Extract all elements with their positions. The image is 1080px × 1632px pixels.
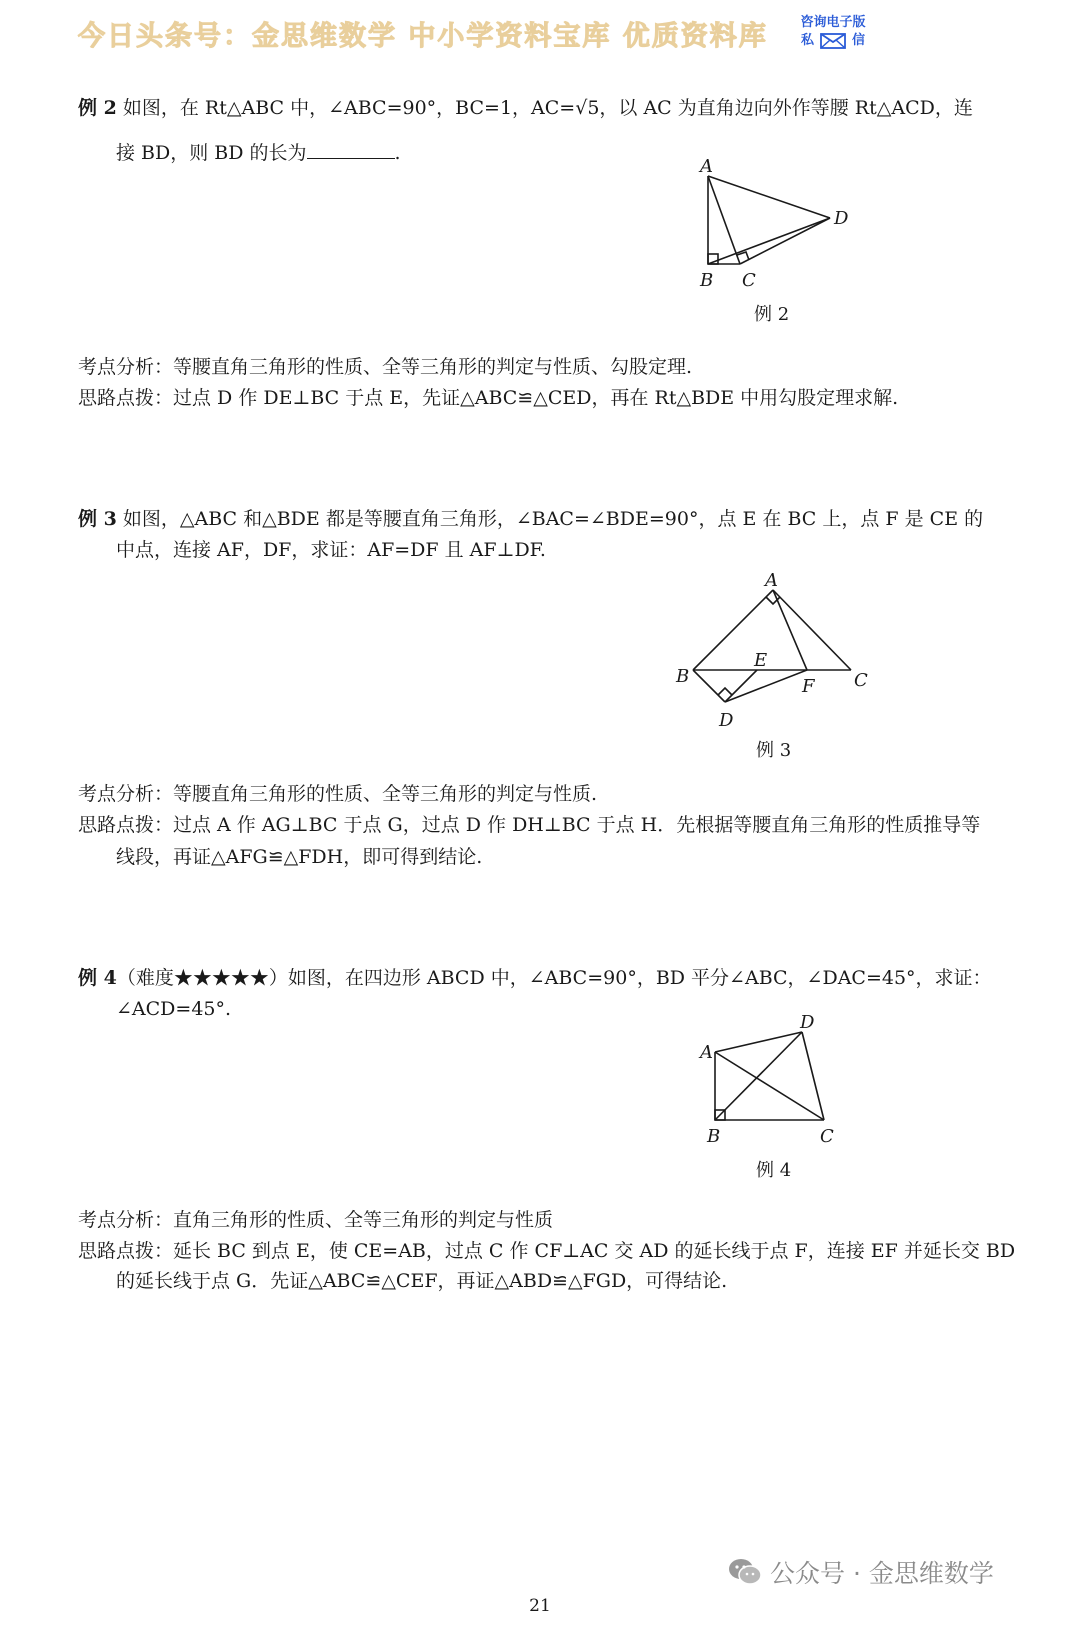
contact-right: 信 <box>852 33 866 48</box>
contact-line1: 咨询电子版 <box>800 15 866 30</box>
ex4-label-C: C <box>820 1126 834 1147</box>
ex4-hint-line1: 思路点拨：延长 BC 到点 E，使 CE=AB，过点 C 作 CF⊥AC 交 AD 的延长线于点 F，连接 EF 并延长交 BD <box>78 1240 1016 1262</box>
ex4-figure <box>690 1008 860 1152</box>
ex3-analysis: 考点分析：等腰直角三角形的性质、全等三角形的判定与性质. <box>78 783 598 805</box>
ex3-hint-line2: 线段，再证△AFG≌△FDH，即可得到结论. <box>116 846 483 868</box>
ex3-figure <box>668 566 888 736</box>
ex3-label-F: F <box>802 676 815 697</box>
ex2-label-D: D <box>834 208 849 229</box>
ex2-label: 例 2 <box>78 97 117 119</box>
ex4-line1: （难度★★★★★）如图，在四边形 ABCD 中，∠ABC=90°，BD 平分∠ABC，∠DAC=45°，求证： <box>116 967 992 989</box>
ex2-hint: 思路点拨：过点 D 作 DE⊥BC 于点 E，先证△ABC≌△CED，再在 Rt△BDE 中用勾股定理求解. <box>78 387 899 409</box>
ex3-label-C: C <box>854 670 868 691</box>
ex4-problem-line1 <box>78 963 1014 994</box>
ex3-label-A: A <box>765 570 778 591</box>
ex4-label: 例 4 <box>78 967 117 989</box>
wechat-logo-icon <box>728 1557 762 1587</box>
answer-blank[interactable] <box>307 138 395 159</box>
contact-left: 私 <box>800 33 814 48</box>
ex2-label-A: A <box>700 156 713 177</box>
ex3-caption: 例 3 <box>756 740 792 761</box>
ex2-analysis: 考点分析：等腰直角三角形的性质、全等三角形的判定与性质、勾股定理. <box>78 356 693 378</box>
ex4-label-B: B <box>707 1126 721 1147</box>
ex2-line2-before: 接 BD，则 BD 的长为 <box>116 142 307 164</box>
ex3-hint-line1: 思路点拨：过点 A 作 AG⊥BC 于点 G，过点 D 作 DH⊥BC 于点 H．先根据等腰直角三角形的性质推导等 <box>78 814 981 836</box>
ex3-line1: 如图，△ABC 和△BDE 都是等腰直角三角形，∠BAC=∠BDE=90°，点 E 在 BC 上，点 F 是 CE 的 <box>116 508 984 530</box>
ex2-problem-line1 <box>78 93 1014 124</box>
ex2-problem-line2 <box>78 138 1052 169</box>
ex4-hint-line2: 的延长线于点 G．先证△ABC≌△CEF，再证△ABD≌△FGD，可得结论. <box>116 1270 728 1292</box>
ex2-line1: 如图，在 Rt△ABC 中，∠ABC=90°，BC=1，AC=√5，以 AC 为直角边向外作等腰 Rt△ACD，连 <box>116 97 973 119</box>
ex3-problem-line2: 中点，连接 AF，DF，求证：AF=DF 且 AF⊥DF. <box>116 539 546 561</box>
ex4-label-A: A <box>700 1042 713 1063</box>
ex4-caption: 例 4 <box>756 1160 792 1181</box>
ex2-caption: 例 2 <box>754 304 790 325</box>
ex4-problem-line2: ∠ACD=45°. <box>116 998 232 1020</box>
ex4-analysis: 考点分析：直角三角形的性质、全等三角形的判定与性质 <box>78 1209 554 1231</box>
page-number: 21 <box>529 1596 551 1616</box>
top-banner <box>0 0 1080 70</box>
ex3-label-B: B <box>676 666 690 687</box>
ex2-label-B: B <box>700 270 714 291</box>
ex3-label-D: D <box>719 710 734 731</box>
envelope-icon <box>820 33 846 49</box>
contact-badge <box>788 14 878 50</box>
ex3-problem-line1 <box>78 504 1014 535</box>
banner-text: 今日头条号：金思维数学 中小学资料宝库 优质资料库 <box>78 21 768 52</box>
watermark-text: 公众号 · 金思维数学 <box>770 1559 994 1588</box>
ex2-figure <box>680 152 880 297</box>
wechat-watermark <box>728 1554 994 1590</box>
ex3-label: 例 3 <box>78 508 117 530</box>
ex4-label-D: D <box>800 1012 815 1033</box>
ex3-label-E: E <box>754 650 768 671</box>
ex2-line2-after: . <box>394 142 401 164</box>
ex2-label-C: C <box>742 270 756 291</box>
